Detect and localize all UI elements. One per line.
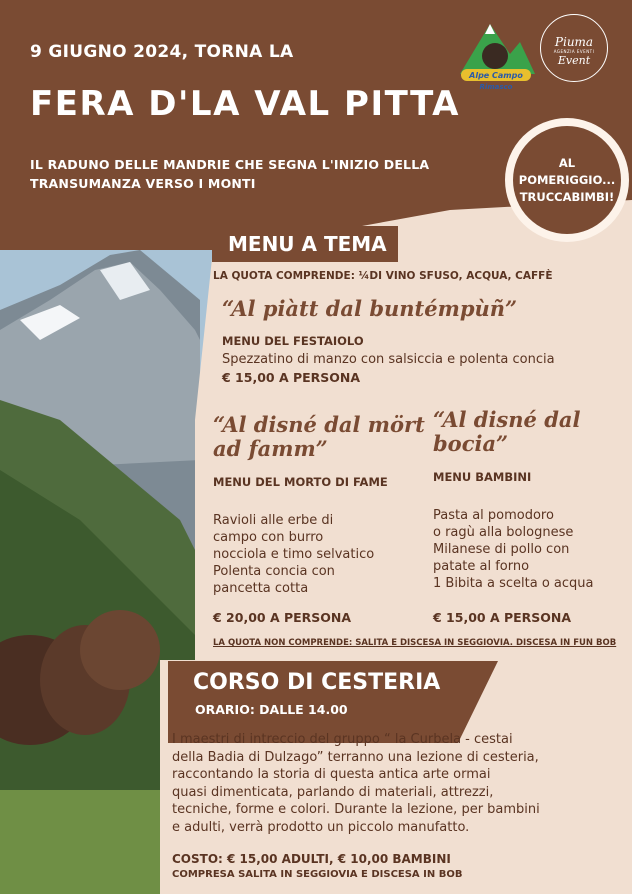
corso-compresa: COMPRESA SALITA IN SEGGIOVIA E DISCESA IN BOB — [172, 869, 463, 880]
corso-orario: ORARIO: DALLE 14.00 — [195, 702, 348, 717]
piuma-event-logo — [540, 14, 608, 82]
festaiolo-description: Spezzatino di manzo con salsiccia e polenta concia — [222, 352, 555, 367]
piuma-logo-line1: Piuma — [554, 35, 594, 49]
corso-costo: COSTO: € 15,00 ADULTI, € 10,00 BAMBINI — [172, 852, 451, 866]
corso-line: della Badia di Dulzago” terranno una lezione di cesteria, — [172, 749, 539, 765]
badge-line2: POMERIGGIO... — [518, 172, 616, 187]
piuma-logo-line2: AGENZIA EVENTI — [553, 49, 595, 54]
bambini-title-line2: bocia” — [433, 431, 509, 456]
morto-line: Ravioli alle erbe di — [213, 513, 334, 528]
event-subtitle: IL RADUNO DELLE MANDRIE CHE SEGNA L'INIZIO DELLA TRANSUMANZA VERSO I MONTI — [30, 157, 430, 191]
morto-title-line1: “Al disné dal mört — [213, 412, 425, 437]
menu-heading: MENU A TEMA — [212, 226, 398, 262]
badge-line1: AL — [558, 155, 576, 170]
morto-title-line2: ad famm” — [213, 436, 328, 461]
badge-line3: TRUCCABIMBI! — [519, 189, 615, 204]
corso-line: I maestri di intreccio del gruppo “ la Curbela - cestai — [172, 732, 513, 747]
bambini-description — [433, 507, 593, 592]
bambini-subtitle: MENU BAMBINI — [433, 470, 532, 484]
bambini-line: Pasta al pomodoro — [433, 508, 554, 523]
corso-line: raccontando la storia di questa antica arte ormai — [172, 767, 491, 782]
morto-line: nocciola e timo selvatico — [213, 547, 375, 562]
alpe-logo-line2: Rimasco — [479, 83, 513, 91]
corso-line: tecniche, forme e colori. Durante la lezione, per bambini — [172, 802, 540, 817]
festaiolo-subtitle: MENU DEL FESTAIOLO — [222, 334, 364, 348]
event-date: 9 GIUGNO 2024, TORNA LA — [30, 42, 294, 62]
morto-line: campo con burro — [213, 530, 324, 545]
truccabimbi-badge — [505, 118, 629, 242]
festaiolo-title: “Al piàtt dal buntémpùñ” — [222, 296, 518, 321]
morto-line: Polenta concia con — [213, 564, 335, 579]
piuma-logo-line3: Event — [557, 54, 591, 67]
morto-description — [213, 512, 374, 597]
bambini-line: 1 Bibita a scelta o acqua — [433, 576, 594, 591]
morto-line: pancetta cotta — [213, 581, 309, 596]
morto-subtitle: MENU DEL MORTO DI FAME — [213, 475, 388, 489]
bambini-price: € 15,00 A PERSONA — [433, 610, 572, 625]
quota-non-comprende: LA QUOTA NON COMPRENDE: SALITA E DISCESA IN SEGGIOVIA. DISCESA IN FUN BOB — [213, 638, 617, 648]
bambini-title-line1: “Al disné dal — [433, 407, 581, 432]
menu-quota: LA QUOTA COMPRENDE: ¼DI VINO SFUSO, ACQUA, CAFFÈ — [213, 270, 553, 282]
bambini-line: o ragù alla bolognese — [433, 525, 574, 540]
bambini-line: Milanese di pollo con — [433, 542, 570, 557]
festaiolo-price: € 15,00 A PERSONA — [222, 370, 361, 385]
corso-description — [172, 731, 620, 836]
alpe-logo-line1: Alpe Campo — [469, 71, 523, 80]
corso-title: CORSO DI CESTERIA — [193, 670, 441, 695]
morto-price: € 20,00 A PERSONA — [213, 610, 352, 625]
alpe-campo-logo — [455, 14, 537, 94]
event-title: FERA D'LA VAL PITTA — [30, 84, 460, 124]
corso-line: e adulti, verrà prodotto un piccolo manufatto. — [172, 819, 470, 835]
bambini-line: patate al forno — [433, 559, 530, 574]
corso-line: quasi dimenticata, parlando di materiali, attrezzi, — [172, 784, 494, 800]
